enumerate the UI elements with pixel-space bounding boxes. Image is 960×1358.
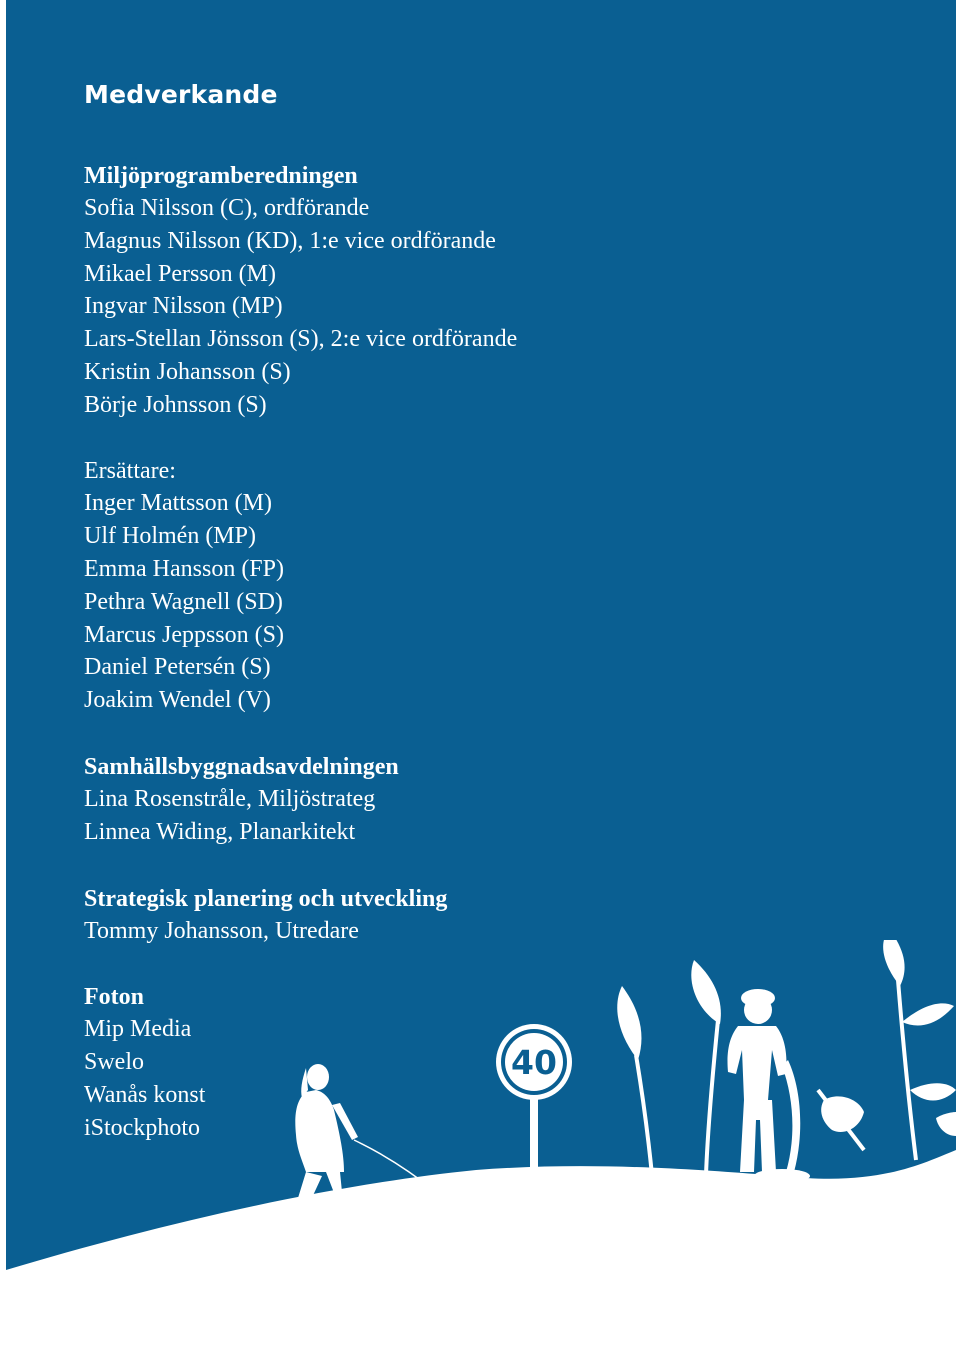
section-heading: Miljöprogramberedningen <box>84 163 358 189</box>
section-samhallsbyggnadsavdelningen <box>84 751 904 849</box>
member-line: Mikael Persson (M) <box>84 260 276 287</box>
section-heading: Foton <box>84 984 144 1011</box>
worker-silhouette <box>727 989 810 1183</box>
speed-limit-text: 40 <box>511 1043 557 1082</box>
member-line: Sofia Nilsson (C), ordförande <box>84 195 370 221</box>
member-line: Börje Johnsson (S) <box>84 391 267 418</box>
substitute-line: Joakim Wendel (V) <box>84 687 271 714</box>
member-line: Lina Rosenstråle, Miljöstrateg <box>84 785 376 812</box>
photo-credit-line: iStockphoto <box>84 1114 201 1141</box>
page <box>6 0 956 1358</box>
substitutes-label: Ersättare: <box>84 457 176 484</box>
section-strategisk-planering <box>84 883 904 948</box>
plant-leaves-illustration <box>617 940 956 1175</box>
speed-sign <box>496 1024 572 1185</box>
member-line: Kristin Johansson (S) <box>84 358 291 385</box>
substitute-line: Ulf Holmén (MP) <box>84 523 256 550</box>
photo-credit-line: Wanås konst <box>84 1081 206 1108</box>
photo-credit-line: Mip Media <box>84 1016 192 1043</box>
substitute-line: Inger Mattsson (M) <box>84 490 272 517</box>
member-line: Ingvar Nilsson (MP) <box>84 293 283 320</box>
page-title: Medverkande <box>84 80 278 109</box>
member-line: Tommy Johansson, Utredare <box>84 917 359 944</box>
spacer <box>84 422 904 455</box>
substitute-line: Daniel Petersén (S) <box>84 654 271 681</box>
substitute-line: Pethra Wagnell (SD) <box>84 588 283 615</box>
section-heading: Samhällsbyggnadsavdelningen <box>84 753 399 780</box>
section-heading: Strategisk planering och utveckling <box>84 885 448 912</box>
member-line: Magnus Nilsson (KD), 1:e vice ordförande <box>84 227 496 254</box>
substitute-line: Marcus Jeppsson (S) <box>84 621 284 648</box>
substitute-line: Emma Hansson (FP) <box>84 555 284 582</box>
photo-credit-line: Swelo <box>84 1049 144 1076</box>
hill-ground <box>6 1150 956 1358</box>
member-line: Linnea Widing, Planarkitekt <box>84 818 356 845</box>
silhouette-illustration <box>6 940 956 1358</box>
member-line: Lars-Stellan Jönsson (S), 2:e vice ordförande <box>84 326 518 353</box>
section-miljoprogramberedningen <box>84 160 904 717</box>
